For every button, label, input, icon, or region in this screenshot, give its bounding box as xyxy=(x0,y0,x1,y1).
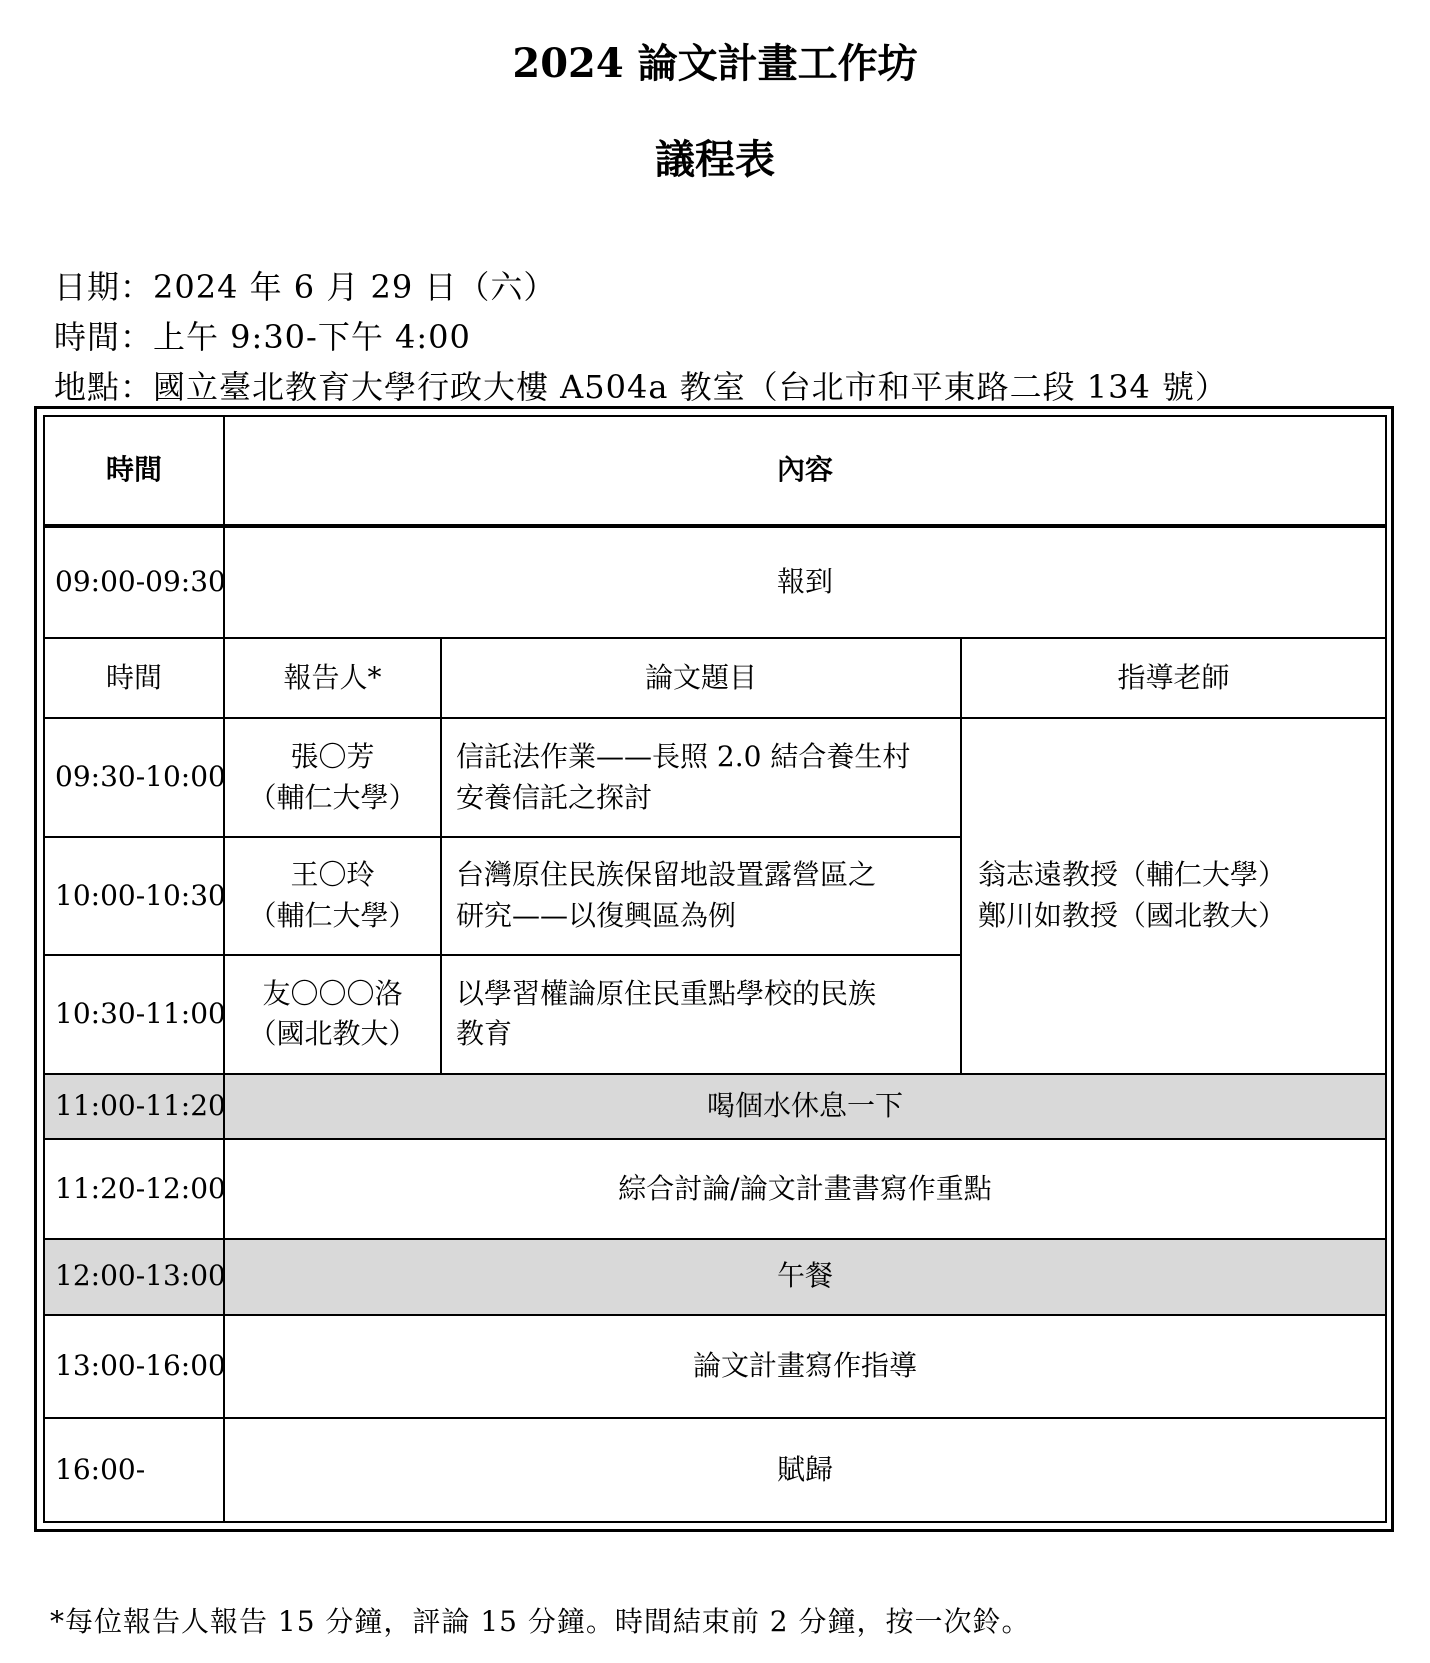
lunch-time: 12:00-13:00 xyxy=(44,1239,224,1315)
sub-header-topic: 論文題目 xyxy=(441,638,961,718)
presenter-cell xyxy=(224,718,441,836)
discussion-row xyxy=(44,1139,1386,1238)
event-place: 地點：國立臺北教育大學行政大樓 A504a 教室（台北市和平東路二段 134 號） xyxy=(54,368,1229,406)
presentation-time: 10:30-11:00 xyxy=(44,955,224,1073)
presenter-school: （輔仁大學） xyxy=(248,780,417,814)
checkin-content: 報到 xyxy=(224,526,1386,638)
presentation-row xyxy=(44,718,1386,836)
table-header-row xyxy=(44,416,1386,526)
advisor-name: 鄭川如教授（國北教大） xyxy=(978,899,1287,933)
footnote: *每位報告人報告 15 分鐘，評論 15 分鐘。時間結束前 2 分鐘，按一次鈴。 xyxy=(50,1605,1031,1638)
sub-header-advisor: 指導老師 xyxy=(961,638,1386,718)
break-time: 11:00-11:20 xyxy=(44,1074,224,1140)
lunch-content: 午餐 xyxy=(224,1239,1386,1315)
topic-cell xyxy=(441,718,961,836)
topic-line: 教育 xyxy=(456,1017,513,1051)
topic-line: 以學習權論原住民重點學校的民族 xyxy=(456,976,877,1010)
agenda-table xyxy=(43,415,1387,1523)
closing-time: 16:00- xyxy=(44,1418,224,1522)
page-title: 2024 論文計畫工作坊 xyxy=(512,40,918,87)
advisors-cell xyxy=(961,718,1386,1073)
presentation-time: 10:00-10:30 xyxy=(44,837,224,955)
topic-line: 信託法作業——長照 2.0 結合養生村 xyxy=(456,740,911,773)
checkin-time: 09:00-09:30 xyxy=(44,526,224,638)
topic-line: 研究——以復興區為例 xyxy=(456,899,737,933)
presenter-name: 王〇玲 xyxy=(290,858,375,892)
presenter-school: （輔仁大學） xyxy=(248,899,417,933)
discussion-time: 11:20-12:00 xyxy=(44,1139,224,1238)
lunch-row xyxy=(44,1239,1386,1315)
presenter-school: （國北教大） xyxy=(248,1017,417,1051)
guidance-content: 論文計畫寫作指導 xyxy=(224,1315,1386,1419)
event-date: 日期：2024 年 6 月 29 日（六） xyxy=(54,268,557,306)
checkin-row xyxy=(44,526,1386,638)
header-content: 內容 xyxy=(224,416,1386,526)
break-row xyxy=(44,1074,1386,1140)
presentation-time: 09:30-10:00 xyxy=(44,718,224,836)
advisor-name: 翁志遠教授（輔仁大學） xyxy=(978,858,1287,892)
topic-cell xyxy=(441,955,961,1073)
presenter-name: 友〇〇〇洛 xyxy=(262,976,403,1010)
topic-line: 台灣原住民族保留地設置露營區之 xyxy=(456,858,877,892)
guidance-row xyxy=(44,1315,1386,1419)
sub-header-time: 時間 xyxy=(44,638,224,718)
event-time: 時間：上午 9:30-下午 4:00 xyxy=(54,318,471,356)
topic-cell xyxy=(441,837,961,955)
header-time: 時間 xyxy=(44,416,224,526)
guidance-time: 13:00-16:00 xyxy=(44,1315,224,1419)
discussion-content: 綜合討論/論文計畫書寫作重點 xyxy=(224,1139,1386,1238)
presenter-name: 張〇芳 xyxy=(290,740,375,773)
page-subtitle: 議程表 xyxy=(655,136,775,183)
presenter-cell xyxy=(224,837,441,955)
closing-row xyxy=(44,1418,1386,1522)
presenter-cell xyxy=(224,955,441,1073)
sub-header-row xyxy=(44,638,1386,718)
topic-line: 安養信託之探討 xyxy=(456,780,653,814)
closing-content: 賦歸 xyxy=(224,1418,1386,1522)
sub-header-presenter: 報告人* xyxy=(224,638,441,718)
break-content: 喝個水休息一下 xyxy=(224,1074,1386,1140)
